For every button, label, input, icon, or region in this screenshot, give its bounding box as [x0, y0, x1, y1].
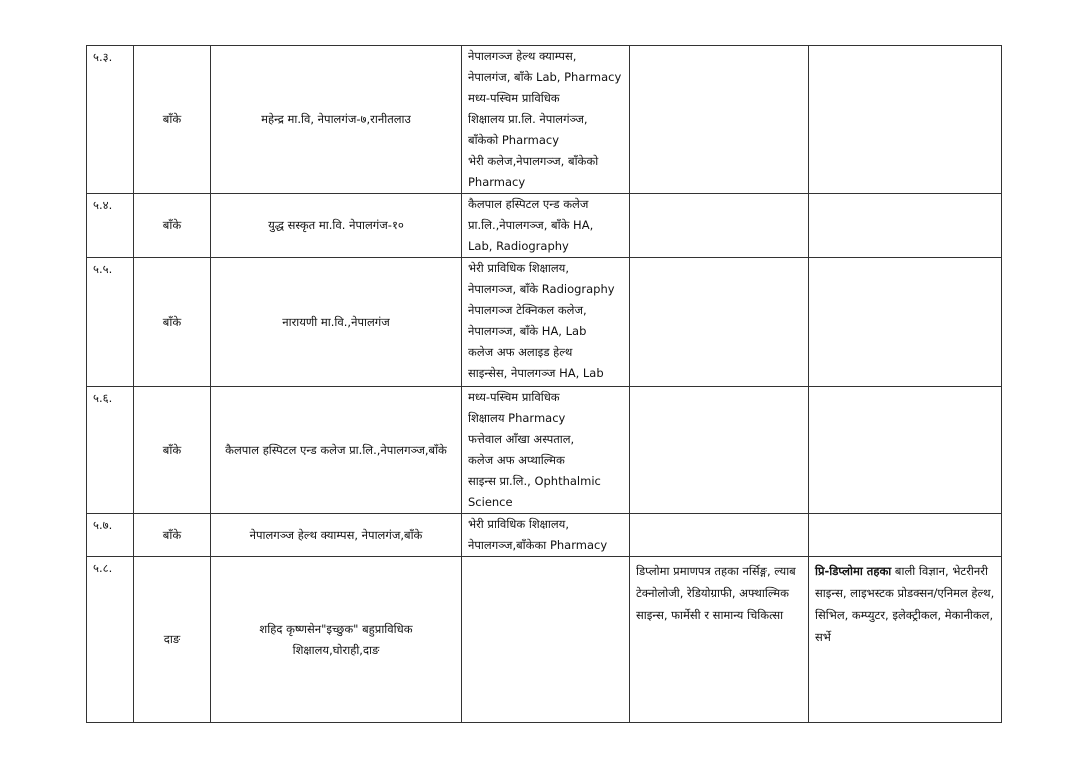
- institution-line: शिक्षालय Pharmacy: [468, 411, 566, 425]
- institution-line: नेपालगञ्ज,बाँकेका Pharmacy: [468, 538, 608, 552]
- pre-diploma-cell: [809, 46, 1002, 194]
- institution-line: फत्तेवाल आँखा अस्पताल,: [468, 432, 575, 446]
- district-cell: बाँके: [134, 387, 211, 514]
- institutions-table: [86, 45, 1002, 723]
- institution-line: साइन्स प्रा.लि., Ophthalmic: [468, 474, 601, 488]
- institution-line: मध्य-पस्चिम प्राविधिक: [468, 390, 560, 404]
- programs-cell: [630, 258, 809, 387]
- table-row: [87, 557, 1002, 723]
- institution-line: Lab, Radiography: [468, 239, 569, 253]
- institution-line: नेपालगंज, बाँके Lab, Pharmacy: [468, 70, 622, 84]
- district-cell: बाँके: [134, 258, 211, 387]
- institution-line: कैलपाल हस्पिटल एन्ड कलेज: [468, 197, 589, 211]
- pre-diploma-cell: [809, 514, 1002, 557]
- row-number: ५.८.: [87, 557, 134, 723]
- school-cell: नेपालगञ्ज हेल्थ क्याम्पस, नेपालगंज,बाँके: [211, 514, 462, 557]
- district-cell: बाँके: [134, 514, 211, 557]
- institution-line: नेपालगञ्ज हेल्थ क्याम्पस,: [468, 49, 577, 63]
- institution-line: भेरी प्राविधिक शिक्षालय,: [468, 261, 569, 275]
- school-cell: महेन्द्र मा.वि, नेपालगंज-७,रानीतलाउ: [211, 46, 462, 194]
- district-cell: बाँके: [134, 46, 211, 194]
- institution-line: कलेज अफ अलाइड हेल्थ: [468, 345, 573, 359]
- district-cell: बाँके: [134, 194, 211, 258]
- programs-cell: डिप्लोमा प्रमाणपत्र तहका नर्सिङ्ग, ल्याब टेक्नोलोजी, रेडियोग्राफी, अफ्थाल्मिक साइन्स, फार्मेसी र सामान्य चिकित्सा: [630, 557, 809, 723]
- institutions-cell: [462, 46, 630, 194]
- institution-line: प्रा.लि.,नेपालगञ्ज, बाँके HA,: [468, 218, 594, 232]
- row-number: ५.३.: [87, 46, 134, 194]
- district-cell: दाङ: [134, 557, 211, 723]
- pre-diploma-cell: [809, 258, 1002, 387]
- institution-line: नेपालगञ्ज टेक्निकल कलेज,: [468, 303, 587, 317]
- pre-diploma-label: प्रि-डिप्लोमा तहका: [815, 564, 892, 578]
- institutions-cell: [462, 258, 630, 387]
- institution-line: कलेज अफ अप्थाल्मिक: [468, 453, 565, 467]
- school-cell: युद्ध सस्कृत मा.वि. नेपालगंज-१०: [211, 194, 462, 258]
- table-row: [87, 514, 1002, 557]
- pre-diploma-cell: [809, 557, 1002, 723]
- institutions-cell: [462, 557, 630, 723]
- school-cell: नारायणी मा.वि.,नेपालगंज: [211, 258, 462, 387]
- programs-cell: [630, 514, 809, 557]
- pre-diploma-cell: [809, 194, 1002, 258]
- table-row: [87, 194, 1002, 258]
- programs-cell: [630, 46, 809, 194]
- table-row: [87, 387, 1002, 514]
- school-cell: कैलपाल हस्पिटल एन्ड कलेज प्रा.लि.,नेपालगञ्ज,बाँके: [211, 387, 462, 514]
- row-number: ५.६.: [87, 387, 134, 514]
- row-number: ५.४.: [87, 194, 134, 258]
- pre-diploma-programs: बाली विज्ञान, भेटरीनरी साइन्स, लाइभस्टक प्रोडक्सन/एनिमल हेल्थ, सिभिल, कम्प्युटर, इलेक्ट्रीकल, मेकानीकल, सर्भे: [815, 564, 995, 644]
- row-number: ५.७.: [87, 514, 134, 557]
- institution-line: नेपालगञ्ज, बाँके HA, Lab: [468, 324, 587, 338]
- school-cell: शहिद कृष्णसेन"इच्छुक" बहुप्राविधिक शिक्षालय,घोराही,दाङ: [211, 557, 462, 723]
- institutions-cell: [462, 387, 630, 514]
- programs-cell: [630, 194, 809, 258]
- table-row: [87, 258, 1002, 387]
- institution-line: नेपालगञ्ज, बाँके Radiography: [468, 282, 615, 296]
- institution-line: Pharmacy: [468, 175, 526, 189]
- programs-cell: [630, 387, 809, 514]
- institution-line: बाँकेको Pharmacy: [468, 133, 560, 147]
- institution-line: मध्य-पस्चिम प्राविधिक: [468, 91, 560, 105]
- institution-line: Science: [468, 495, 513, 509]
- table-row: [87, 46, 1002, 194]
- institution-line: भेरी प्राविधिक शिक्षालय,: [468, 517, 569, 531]
- institutions-cell: [462, 514, 630, 557]
- institutions-cell: [462, 194, 630, 258]
- institution-line: साइन्सेस, नेपालगञ्ज HA, Lab: [468, 366, 604, 380]
- row-number: ५.५.: [87, 258, 134, 387]
- pre-diploma-cell: [809, 387, 1002, 514]
- institution-line: शिक्षालय प्रा.लि. नेपालगंञ्ज,: [468, 112, 588, 126]
- institution-line: भेरी कलेज,नेपालगञ्ज, बाँकेको: [468, 154, 599, 168]
